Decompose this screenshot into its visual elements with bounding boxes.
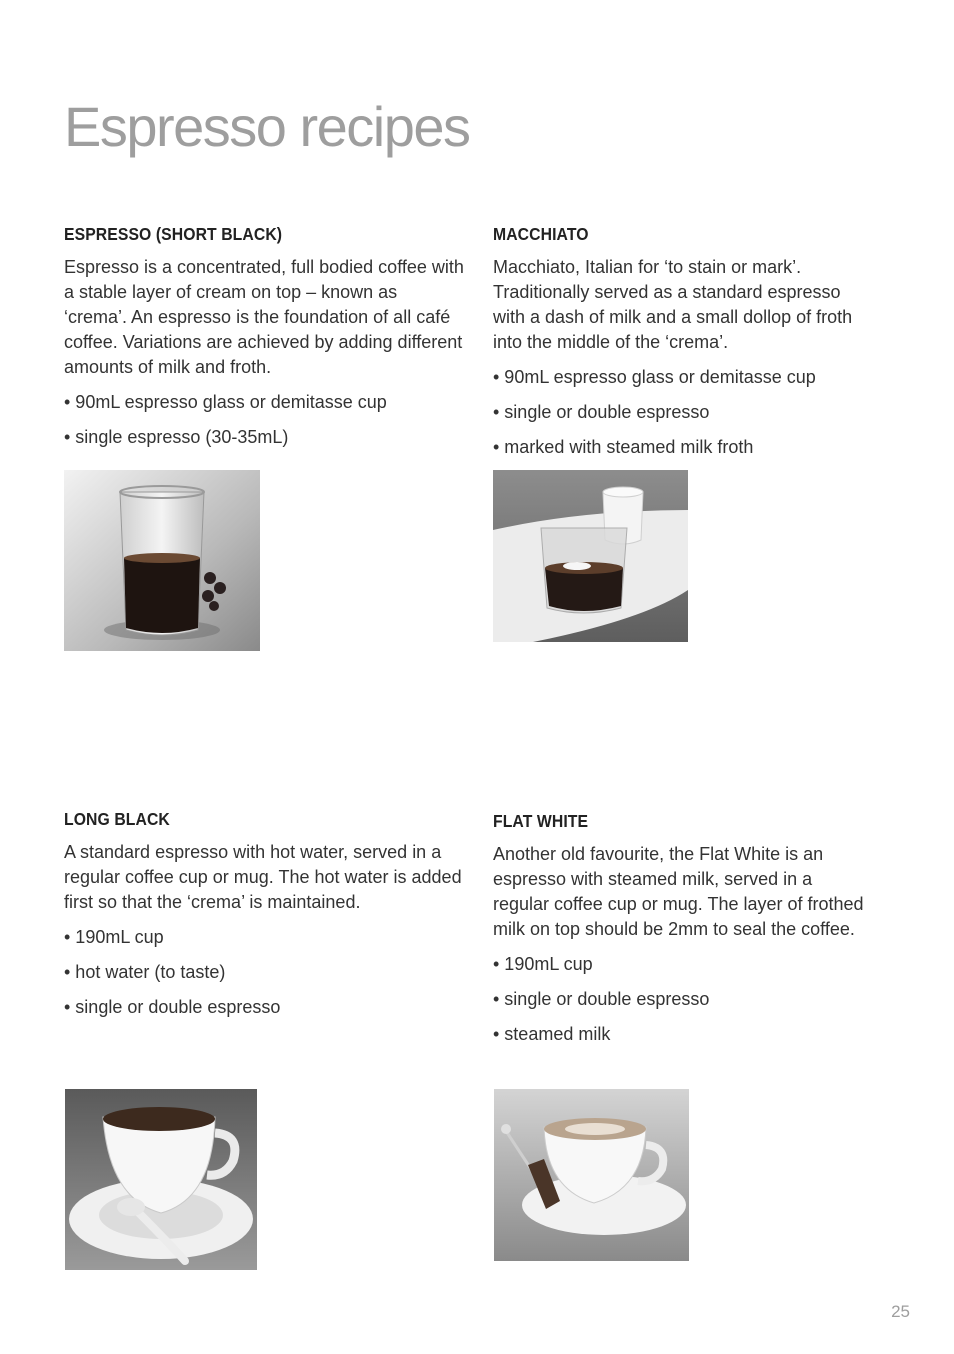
bullet-item: • single or double espresso: [493, 989, 710, 1009]
macchiato-photo: [493, 470, 688, 642]
recipe-bullets: [493, 952, 873, 1047]
recipe-espresso: [64, 224, 464, 460]
recipe-description: Espresso is a concentrated, full bodied coffee with a stable layer of cream on top – known as ‘crema’. An espresso is the foundation of all café coffee. Variations are achieved by adding different amounts of milk and froth.: [64, 257, 464, 377]
bullet-item: • 190mL cup: [493, 954, 593, 974]
recipe-bullets: [64, 925, 464, 1020]
recipe-long-black: [64, 809, 464, 1030]
page-number: 25: [891, 1302, 910, 1321]
recipe-heading: MACCHIATO: [493, 224, 589, 244]
page-title: Espresso recipes: [64, 94, 470, 158]
recipe-heading: ESPRESSO (SHORT BLACK): [64, 224, 283, 244]
espresso-glass-photo: [64, 470, 260, 651]
flat-white-photo: [494, 1089, 689, 1261]
bullet-item: • steamed milk: [493, 1024, 611, 1044]
recipe-macchiato: [493, 224, 873, 470]
bullet-item: • 90mL espresso glass or demitasse cup: [64, 392, 387, 412]
bullet-item: • 190mL cup: [64, 927, 164, 947]
bullet-item: • hot water (to taste): [64, 962, 226, 982]
long-black-photo: [65, 1089, 257, 1270]
recipe-bullets: [64, 390, 464, 450]
bullet-item: • marked with steamed milk froth: [493, 437, 754, 457]
bullet-item: • 90mL espresso glass or demitasse cup: [493, 367, 816, 387]
bullet-item: • single or double espresso: [493, 402, 710, 422]
recipe-description: Another old favourite, the Flat White is an espresso with steamed milk, served in a regular coffee cup or mug. The layer of frothed milk on top should be 2mm to seal the coffee.: [493, 844, 864, 939]
bullet-item: • single or double espresso: [64, 997, 281, 1017]
recipe-flat-white: [493, 811, 873, 1057]
recipe-bullets: [493, 365, 873, 460]
recipe-heading: LONG BLACK: [64, 809, 170, 829]
recipe-heading: FLAT WHITE: [493, 811, 589, 831]
bullet-item: • single espresso (30-35mL): [64, 427, 289, 447]
recipe-description: Macchiato, Italian for ‘to stain or mark’. Traditionally served as a standard espresso with a dash of milk and a small dollop of froth into the middle of the ‘crema’.: [493, 257, 853, 352]
recipe-description: A standard espresso with hot water, served in a regular coffee cup or mug. The hot water is added first so that the ‘crema’ is maintained.: [64, 842, 462, 912]
